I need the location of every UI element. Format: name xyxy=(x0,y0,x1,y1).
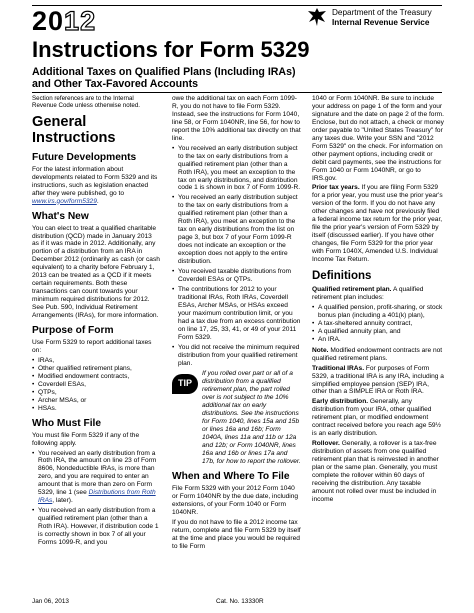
whats-new-text: You can elect to treat a qualified charitable distribution (QCD) made in January 2013 as if it was made in 2012. Additionally, any portion of a distribution from an IRA in December 2012 (ordinarily as cash (or cash equivalent) to a charity before February 1, 2013 can be treated as a QCD if it meets certain requirements. Both these transactions can count towards your minimum required distributions for 2012. See Pub. 590, Individual Retirement Arrangements (IRAs), for more information. xyxy=(32,224,160,320)
list-item: • Modified endowment contracts, xyxy=(32,373,160,381)
page-subtitle: Additional Taxes on Qualified Plans (Including IRAs) and Other Tax-Favored Accounts xyxy=(32,66,296,90)
list-item: • Coverdell ESAs, xyxy=(32,381,160,389)
purpose-heading: Purpose of Form xyxy=(32,325,114,337)
early-distribution-definition: Early distribution. Generally, any distribution from your IRA, other qualified retirement plan, or modified endowment contract received before you reach age 59½ is an early distribution. xyxy=(312,398,442,438)
list-item: • A qualified annuity plan, and xyxy=(312,328,444,336)
whats-new-heading: What's New xyxy=(32,210,89,222)
dept-line-1: Department of the Treasury xyxy=(332,8,432,17)
footer-date: Jan 06, 2013 xyxy=(32,598,69,605)
list-item: • IRAs, xyxy=(32,357,160,365)
section-note: Section references are to the Internal Revenue Code unless otherwise noted. xyxy=(32,95,141,110)
subtitle-rule xyxy=(32,92,442,93)
page-title: Instructions for Form 5329 xyxy=(32,37,310,62)
future-text: For the latest information about developments related to Form 5329 and its instructions, such as legislation enacted after they were published, go to www.irs.gov/form5329. xyxy=(32,165,158,205)
list-item: • You received an early distribution subject to the tax on early distributions from a qualified retirement plan (other than a Roth IRA), you meet an exception to the tax on early distributions, and distribution code 1 is shown in box 7 of Form 1099-R. xyxy=(172,145,302,193)
list-item: • You received an early distribution from a qualified retirement plan (other than a Roth IRA). However, if distribution code 1 is correctly shown in box 7 of all your Forms 1099-R, and you xyxy=(32,507,160,547)
treasury-eagle-seal-icon xyxy=(306,6,328,28)
year-prefix: 20 xyxy=(32,6,65,36)
department-block xyxy=(332,8,432,28)
list-item: • You received taxable distributions from Coverdell ESAs or QTPs. xyxy=(172,268,302,284)
paragraph: File Form 5329 with your 2012 Form 1040 or Form 1040NR by the due date, including extensions, of your Form 1040 or Form 1040NR. xyxy=(172,484,299,516)
column-3 xyxy=(312,95,444,506)
list-item: • You received an early distribution from a Roth IRA, the amount on line 23 of Form 8606, Nondeductible IRAs, is more than zero, and you are required to enter an amount that is more than zero on Form 5329, line 1 (see Distributions from Roth IRAs, later). xyxy=(32,450,160,506)
column-2 xyxy=(172,95,302,553)
tip-text: If you rolled over part or all of a distribution from a qualified retirement plan, the part rolled over is not subject to the 10% additional tax on early distributions. See the instructions for Form 1040, lines 15a and 15b or lines 16a and 16b; Form 1040A, lines 11a and 11b or 12a and 12b; or Form 1040NR, lines 16a and 16b or lines 17a and 17b, for how to report the rollover. xyxy=(202,370,301,465)
when-heading: When and Where To File xyxy=(172,470,290,482)
rollover-definition: Rollover. Generally, a rollover is a tax-free distribution of assets from one qualified retirement plan that is reinvested in another plan or the same plan. Generally, you must complete the rollover within 60 days of receiving the distribution. Any taxable amount not rolled over must be included in income xyxy=(312,440,439,503)
list-item: • A tax-sheltered annuity contract, xyxy=(312,320,444,328)
qrp-definition: Qualified retirement plan. A qualified retirement plan includes: xyxy=(312,286,424,301)
traditional-ira-definition: Traditional IRAs. For purposes of Form 5329, a traditional IRA is any IRA, including a simplified employee pension (SEP) IRA, other than a SIMPLE IRA or Roth IRA. xyxy=(312,364,444,396)
list-item: • An IRA. xyxy=(312,336,444,344)
paragraph: If you do not have to file a 2012 income tax return, complete and file Form 5329 by itself at the time and place you would be required to file Form xyxy=(172,518,301,550)
year-suffix: 12 xyxy=(64,6,97,36)
future-heading: Future Developments xyxy=(32,151,137,163)
form5329-link[interactable]: www.irs.gov/form5329 xyxy=(32,197,97,205)
paragraph: 1040 or Form 1040NR. Be sure to include your address on page 1 of the form and your signature and the date on page 2 of the form. Enclose, but do not attach, a check or money order payable to "United States Treasury" for any taxes due. Write your SSN and "2012 Form 5329" on the check. For information on other payment options, including credit or debit card payments, see the instructions for Form 1040 or Form 1040NR, or go to IRS.gov. xyxy=(312,95,444,182)
list-item: • HSAs. xyxy=(32,405,160,413)
tip-box xyxy=(172,370,302,465)
list-item: • Archer MSAs, or xyxy=(32,397,160,405)
definitions-heading: Definitions xyxy=(312,270,372,283)
footer-cat-no: Cat. No. 13330R xyxy=(216,598,264,605)
tax-year xyxy=(32,8,96,35)
who-intro: You must file Form 5329 if any of the following apply. xyxy=(32,431,140,447)
list-item: • A qualified pension, profit-sharing, or stock bonus plan (including a 401(k) plan), xyxy=(312,304,444,320)
list-item: • The contributions for 2012 to your traditional IRAs, Roth IRAs, Coverdell ESAs, Archer MSAs, or HSAs exceed your maximum contribution limit, or you had a tax due from an excess contribution on line 17, 25, 33, 41, or 49 of your 2011 Form 5329. xyxy=(172,286,302,342)
list-item: • You did not receive the minimum required distribution from your qualified retirement plan. xyxy=(172,344,302,368)
roth-distributions-link[interactable]: Distributions from Roth IRAs xyxy=(38,489,156,505)
list-item: • Other qualified retirement plans, xyxy=(32,365,160,373)
prior-years: Prior tax years. If you are filing Form 5329 for a prior year, you must use the prior year's version of the form. If you do not have any other changes and have not previously filed a federal income tax return for the prior year, file the prior year's version of Form 5329 by itself (discussed earlier). If you have other changes, file Form 5329 for the prior year with Form 1040X, Amended U.S. Individual Income Tax Return. xyxy=(312,184,443,264)
general-heading: General Instructions xyxy=(32,113,116,146)
tip-icon: TIP xyxy=(172,374,198,394)
paragraph: owe the additional tax on each Form 1099-R, you do not have to file Form 5329. Instead, see the instructions for Form 1040, line 58, or Form 1040NR, line 56, for how to report the 10% additional tax directly on that line. xyxy=(172,95,301,142)
column-1 xyxy=(32,95,160,549)
purpose-intro: Use Form 5329 to report additional taxes on: xyxy=(32,339,152,354)
note-paragraph: Note. Modified endowment contracts are not qualified retirement plans. xyxy=(312,346,443,362)
list-item: • QTPs, xyxy=(32,389,160,397)
list-item: • You received an early distribution subject to the tax on early distributions from a qualified retirement plan (other than a Roth IRA), you meet an exception to the tax on early distributions from the list on page 3, but box 7 of your Form 1099-R does not indicate an exception or the exception does not apply to the entire distribution. xyxy=(172,194,302,266)
dept-line-2: Internal Revenue Service xyxy=(332,18,430,27)
who-heading: Who Must File xyxy=(32,417,102,429)
